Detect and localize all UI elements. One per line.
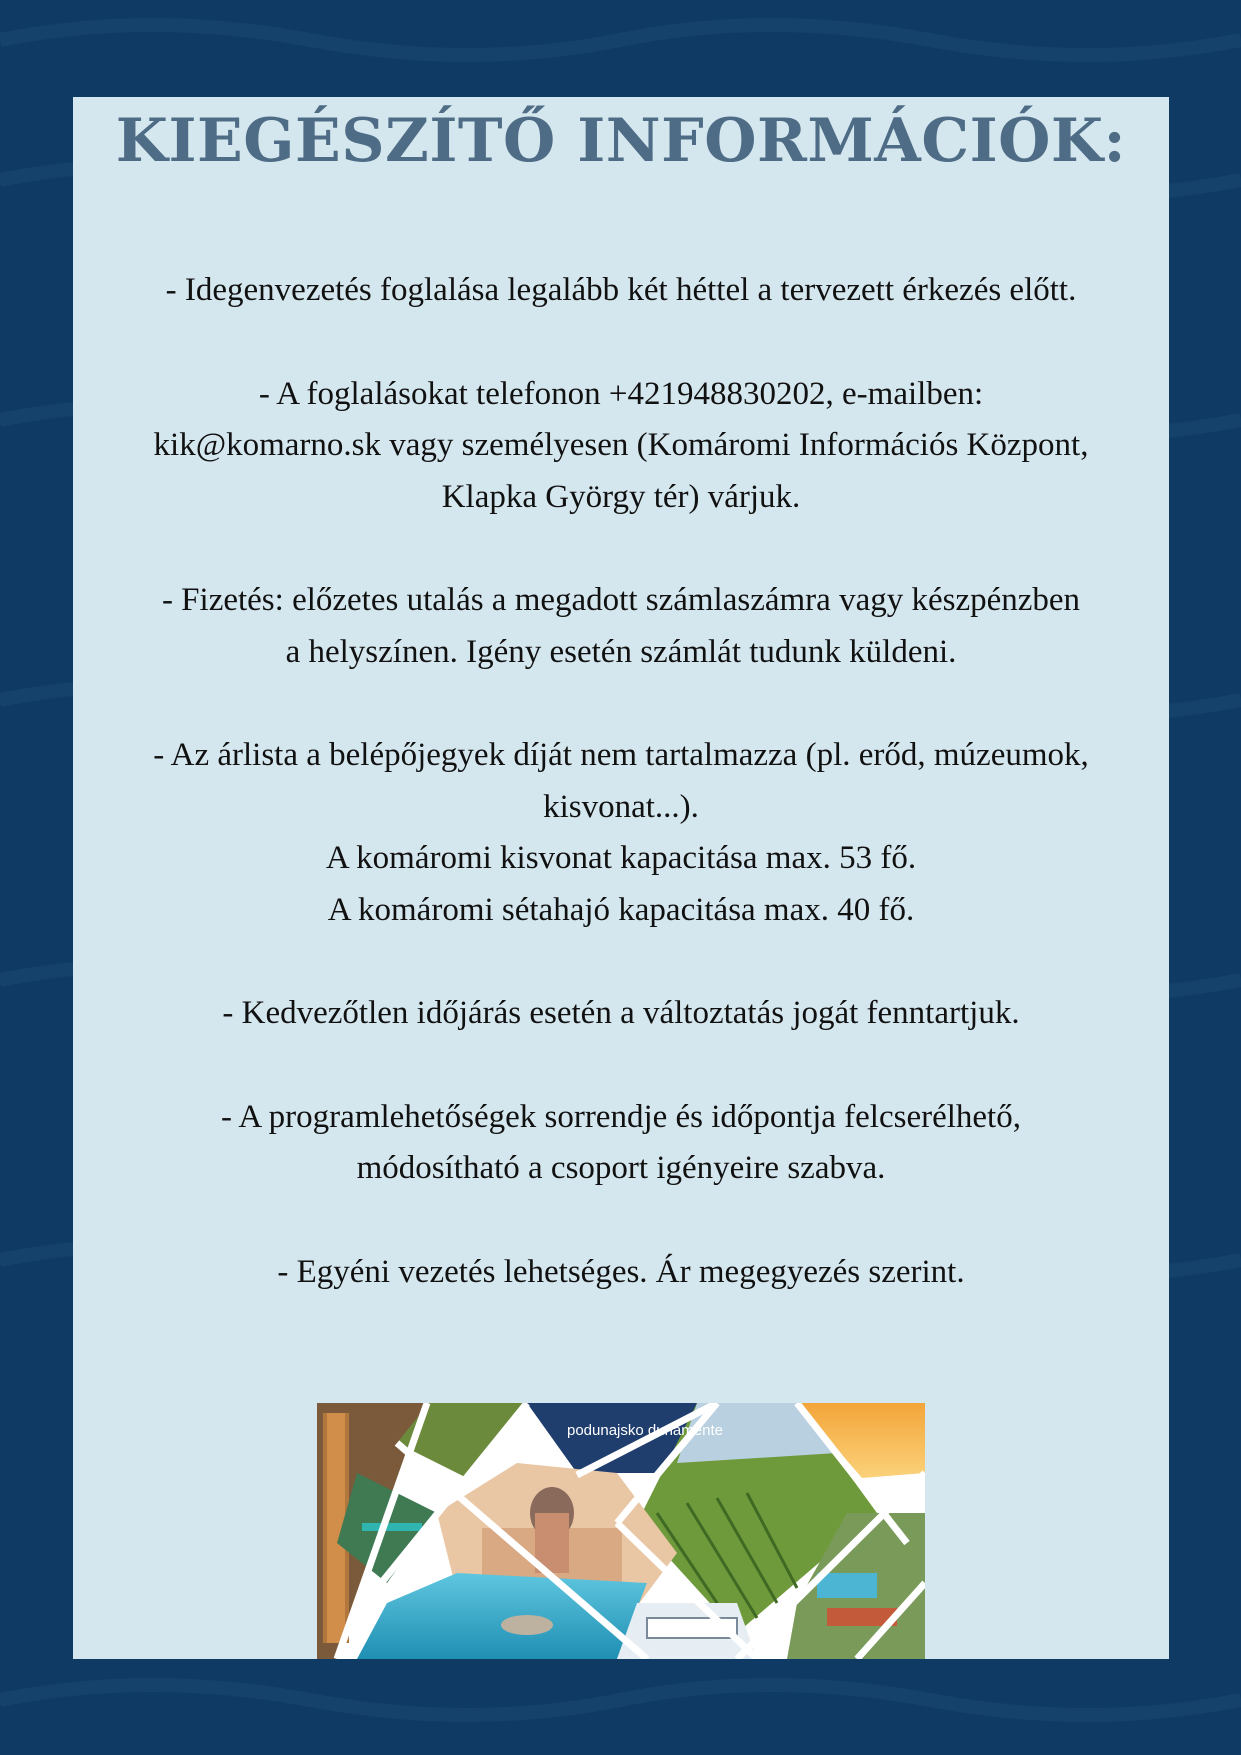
photo-collage — [317, 1403, 925, 1659]
info-line: kik@komarno.sk vagy személyesen (Komáromi Információs Központ, — [153, 427, 1089, 463]
info-paragraph-prices — [93, 730, 1149, 936]
logo-text: podunajsko dunamente — [567, 1422, 723, 1439]
info-paragraph-contact — [93, 369, 1149, 524]
info-line: A komáromi kisvonat kapacitása max. 53 fő. — [325, 840, 917, 876]
info-paragraph-weather — [93, 988, 1149, 1040]
info-line: módosítható a csoport igényeire szabva. — [356, 1150, 886, 1186]
info-line: A komáromi sétahajó kapacitása max. 40 fő. — [327, 891, 915, 928]
info-paragraph-individual — [93, 1247, 1149, 1299]
info-line: - Idegenvezetés foglalása legalább két héttel a tervezett érkezés előtt. — [165, 272, 1077, 308]
info-paragraph-payment — [93, 575, 1149, 678]
info-line: - Egyéni vezetés lehetséges. Ár megegyezés szerint. — [277, 1253, 965, 1290]
info-line: - Kedvezőtlen időjárás esetén a változtatás jogát fenntartjuk. — [222, 995, 1020, 1031]
info-content — [93, 265, 1149, 1298]
info-line: - Az árlista a belépőjegyek díját nem tartalmazza (pl. erőd, múzeumok, — [153, 737, 1089, 773]
info-line: - Fizetés: előzetes utalás a megadott számlaszámra vagy készpénzben — [161, 582, 1081, 618]
collage-image — [317, 1403, 925, 1659]
info-line: - A programlehetőségek sorrendje és időpontja felcserélhető, — [221, 1098, 1021, 1135]
info-line: kisvonat...). — [543, 788, 699, 825]
info-line: a helyszínen. Igény esetén számlát tudunk küldeni. — [285, 633, 957, 670]
info-line: - A foglalásokat telefonon +421948830202, e-mailben: — [258, 375, 984, 412]
info-paragraph-program — [93, 1092, 1149, 1195]
info-panel — [73, 97, 1169, 1659]
page-title: KIEGÉSZÍTŐ INFORMÁCIÓK: — [115, 106, 1127, 176]
info-paragraph-booking — [93, 265, 1149, 317]
info-line: Klapka György tér) várjuk. — [441, 478, 801, 515]
